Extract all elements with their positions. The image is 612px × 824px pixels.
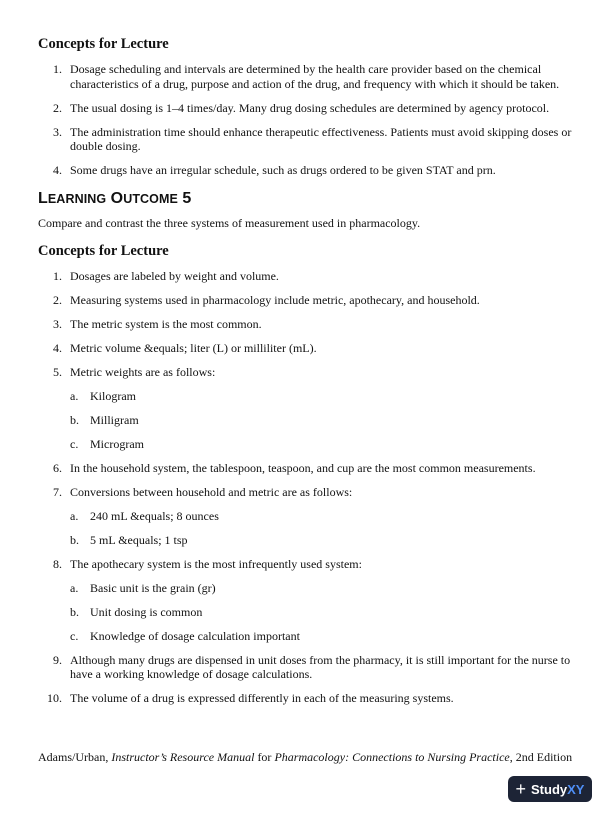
outcome-intro: Compare and contrast the three systems of measurement used in pharmacology. xyxy=(38,215,421,230)
sub-list-item: b. Unit dosing is common xyxy=(70,604,203,619)
list-item: 8. The apothecary system is the most infrequently used system: xyxy=(53,556,362,571)
sub-list-item: a. Kilogram xyxy=(70,388,136,403)
sub-list-item: c. Knowledge of dosage calculation important xyxy=(70,628,300,643)
list-item: 7. Conversions between household and metric are as follows: xyxy=(53,484,353,499)
list-item: 9. Although many drugs are dispensed in unit doses from the pharmacy, it is still important for the nurse to have a working knowledge of dosage calculations. xyxy=(53,652,571,681)
list-item: 10. The volume of a drug is expressed differently in each of the measuring systems. xyxy=(47,691,454,705)
studyxy-badge[interactable] xyxy=(508,776,592,802)
concepts-heading-2: Concepts for Lecture xyxy=(38,242,169,259)
sub-list-item: b. Milligram xyxy=(70,412,139,427)
learning-outcome-heading: LEARNING OUTCOME 5 xyxy=(38,189,192,207)
list-item: 4. Some drugs have an irregular schedule, such as drugs ordered to be given STAT and prn. xyxy=(53,163,496,177)
concepts-list-2 xyxy=(38,269,578,706)
sub-list-item: a. Basic unit is the grain (gr) xyxy=(70,580,216,595)
list-item: 6. In the household system, the tablespoon, teaspoon, and cup are the most common measurements. xyxy=(53,460,536,475)
list-item: 2. Measuring systems used in pharmacology include metric, apothecary, and household. xyxy=(53,292,480,307)
list-item: 1. Dosages are labeled by weight and volume. xyxy=(53,268,279,283)
list-item: 1. Dosage scheduling and intervals are determined by the health care provider based on the chemical characteristics of a drug, purpose and action of the drug, and frequency with which it should be taken. xyxy=(53,62,560,91)
page-footer: Adams/Urban, Instructor’s Resource Manual for Pharmacology: Connections to Nursing Practice, 2nd Edition xyxy=(38,750,573,764)
sub-list-item: a. 240 mL &equals; 8 ounces xyxy=(70,508,219,523)
list-item: 3. The administration time should enhance therapeutic effectiveness. Patients must avoid skipping doses or double dosing. xyxy=(53,124,572,153)
badge-label: StudyXY xyxy=(531,781,585,797)
sub-list-item: c. Microgram xyxy=(70,436,144,451)
concepts-heading-1: Concepts for Lecture xyxy=(38,36,169,52)
page-content xyxy=(38,36,578,715)
list-item: 4. Metric volume &equals; liter (L) or milliliter (mL). xyxy=(53,340,317,355)
plus-icon: + xyxy=(515,779,527,799)
list-item: 3. The metric system is the most common. xyxy=(53,316,262,331)
sub-list-item: b. 5 mL &equals; 1 tsp xyxy=(70,532,188,547)
list-item: 5. Metric weights are as follows: xyxy=(53,364,216,379)
concepts-list-1 xyxy=(38,62,578,178)
list-item: 2. The usual dosing is 1–4 times/day. Many drug dosing schedules are determined by agency protocol. xyxy=(53,100,550,115)
